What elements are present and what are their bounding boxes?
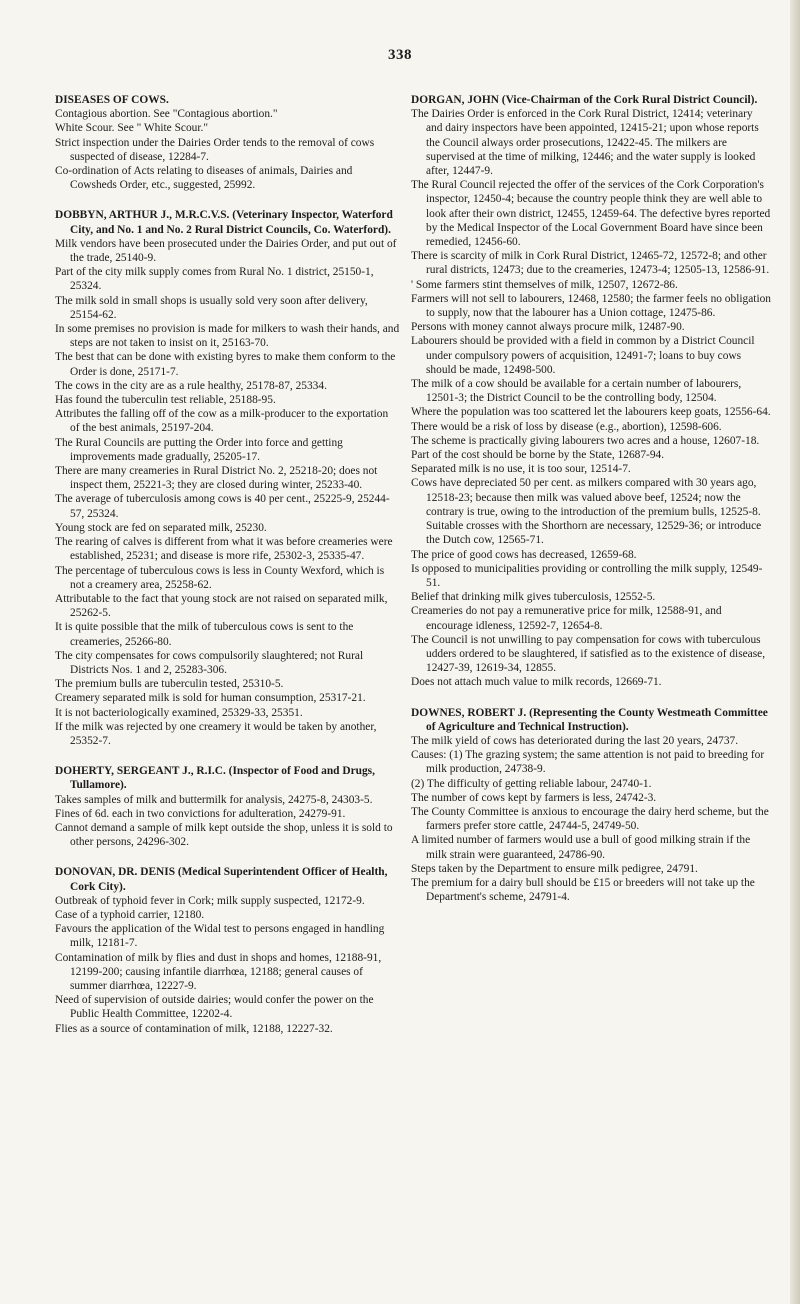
entry-lines — [411, 107, 771, 689]
entry-line: Cows have depreciated 50 per cent. as milkers compared with 30 years ago, 12518-23; because then milk was valued above beef, 12524; now the contrary is true, owing to the introduction of the premium bulls, 12525-8. Suitable crosses with the Shorthorn are necessary, 12529-36; or introduce the Dutch cow, 12565-71. — [411, 477, 762, 547]
entry-line: The percentage of tuberculous cows is less in County Wexford, which is not a creamery area, 25258-62. — [55, 564, 385, 591]
index-entry-donovan — [55, 865, 400, 1035]
entry-heading: DONOVAN, DR. DENIS (Medical Superintendent Officer of Health, Cork City). — [55, 866, 388, 893]
entry-line: There is scarcity of milk in Cork Rural District, 12465-72, 12572-8; and other rural districts, 12473; due to the creameries, 12473-4; 12505-13, 12586-91. — [411, 250, 770, 277]
page-edge — [790, 0, 800, 1304]
entry-line: Need of supervision of outside dairies; would confer the power on the Public Health Committee, 12202-4. — [55, 994, 374, 1021]
right-column — [411, 93, 771, 920]
entry-line: Contagious abortion. See "Contagious abortion." — [55, 108, 278, 121]
entry-lines — [411, 734, 771, 904]
entry-line: Attributes the falling off of the cow as a milk-producer to the exportation of the best animals, 25197-204. — [55, 408, 389, 435]
entry-line: Steps taken by the Department to ensure milk pedigree, 24791. — [411, 862, 698, 875]
entry-lines — [55, 894, 400, 1036]
entry-line: Causes: (1) The grazing system; the same attention is not paid to breeding for milk production, 24738-9. — [411, 749, 765, 776]
entry-line: White Scour. See " White Scour." — [55, 122, 209, 135]
entry-line: It is quite possible that the milk of tuberculous cows is sent to the creameries, 25266-80. — [55, 621, 354, 648]
entry-line: The milk sold in small shops is usually sold very soon after delivery, 25154-62. — [55, 294, 368, 321]
entry-line: Part of the city milk supply comes from Rural No. 1 district, 25150-1, 25324. — [55, 266, 374, 293]
index-entry-dorgan — [411, 93, 771, 690]
entry-line: Milk vendors have been prosecuted under the Dairies Order, and put out of the trade, 25140-9. — [55, 237, 397, 265]
entry-line: The Council is not unwilling to pay compensation for cows with tuberculous udders ordered to be slaughtered, if satisfied as to the existence of disease, 12427-39, 12619-34, 12855. — [411, 633, 766, 675]
entry-line: The County Committee is anxious to encourage the dairy herd scheme, but the farmers prefer store cattle, 24744-5, 24749-50. — [411, 805, 769, 833]
entry-line: Part of the cost should be borne by the State, 12687-94. — [411, 449, 665, 462]
entry-line: The Rural Council rejected the offer of the services of the Cork Corporation's inspector, 12450-4; because the country people think they are well able to look after their own district, 12455, 12459-64. The defective byres reported by the Medical Inspector of the Local Government Board have since been remedied, 12456-60. — [411, 179, 771, 249]
entry-line: Flies as a source of contamination of milk, 12188, 12227-32. — [55, 1022, 333, 1035]
entry-line: If the milk was rejected by one creamery it would be taken by another, 25352-7. — [55, 720, 377, 747]
entry-heading: DOWNES, ROBERT J. (Representing the County Westmeath Committee of Agriculture and Technical Instruction). — [411, 706, 768, 733]
entry-line: Strict inspection under the Dairies Order tends to the removal of cows suspected of disease, 12284-7. — [55, 136, 375, 163]
entry-line: The milk of a cow should be available for a certain number of labourers, 12501-3; the District Council to be the controlling body, 12504. — [411, 378, 742, 405]
entry-line: Is opposed to municipalities providing or controlling the milk supply, 12549-51. — [411, 562, 763, 589]
entry-line: It is not bacteriologically examined, 25329-33, 25351. — [55, 706, 303, 719]
entry-line: The price of good cows has decreased, 12659-68. — [411, 548, 637, 561]
index-entry-downes — [411, 706, 771, 905]
entry-line: Fines of 6d. each in two convictions for adulteration, 24279-91. — [55, 807, 346, 820]
entry-line: The city compensates for cows compulsorily slaughtered; not Rural Districts Nos. 1 and 2, 25283-306. — [55, 649, 364, 676]
entry-line: There would be a risk of loss by disease (e.g., abortion), 12598-606. — [411, 420, 722, 433]
page-number: 338 — [388, 47, 412, 63]
entry-line: In some premises no provision is made for milkers to wash their hands, and steps are not taken to insist on it, 25163-70. — [55, 323, 400, 350]
left-column — [55, 93, 400, 1052]
index-entry-doherty — [55, 764, 400, 849]
entry-line: The Dairies Order is enforced in the Cork Rural District, 12414; veterinary and dairy inspectors have been appointed, 12415-21; upon whose reports the Council always order prosecutions, 12422-45. The milkers are supervised at the time of milking, 12446; and the water supply is looked after, 12447-9. — [411, 108, 759, 178]
entry-line: Case of a typhoid carrier, 12180. — [55, 908, 205, 921]
entry-line: Creameries do not pay a remunerative price for milk, 12588-91, and encourage idleness, 12592-7, 12654-8. — [411, 605, 722, 632]
entry-lines — [55, 793, 400, 850]
entry-line: Labourers should be provided with a field in common by a District Council under compulsory powers of acquisition, 12491-7; loans to buy cows should be made, 12498-500. — [411, 335, 755, 376]
entry-line: Attributable to the fact that young stock are not raised on separated milk, 25262-5. — [55, 592, 388, 620]
entry-line: Contamination of milk by flies and dust in shops and homes, 12188-91, 12199-200; causing infantile diarrhœa, 12188; general causes of summer diarrhœa, 12227-9. — [55, 951, 382, 992]
entry-line: Farmers will not sell to labourers, 12468, 12580; the farmer feels no obligation to supply, now that the labourer has a Union cottage, 12475-86. — [411, 292, 771, 320]
entry-line: Has found the tuberculin test reliable, 25188-95. — [55, 394, 276, 407]
entry-line: The scheme is practically giving labourers two acres and a house, 12607-18. — [411, 434, 760, 447]
entry-line: Belief that drinking milk gives tuberculosis, 12552-5. — [411, 591, 656, 604]
entry-line: The cows in the city are as a rule healthy, 25178-87, 25334. — [55, 379, 327, 392]
entry-line: The premium for a dairy bull should be £15 or breeders will not take up the Department's scheme, 24791-4. — [411, 876, 755, 904]
entry-line: The rearing of calves is different from what it was before creameries were established, 25231; and disease is more rife, 25302-3, 25335-47. — [55, 536, 393, 563]
entry-line: Separated milk is no use, it is too sour, 12514-7. — [411, 463, 631, 476]
entry-line: The milk yield of cows has deteriorated during the last 20 years, 24737. — [411, 734, 739, 747]
entry-line: Does not attach much value to milk records, 12669-71. — [411, 676, 662, 689]
entry-line: Cannot demand a sample of milk kept outside the shop, unless it is sold to other persons, 24296-302. — [55, 821, 393, 849]
entry-line: Persons with money cannot always procure milk, 12487-90. — [411, 321, 685, 334]
entry-line: Outbreak of typhoid fever in Cork; milk supply suspected, 12172-9. — [55, 894, 365, 907]
entry-line: Where the population was too scattered let the labourers keep goats, 12556-64. — [411, 406, 771, 419]
entry-line: There are many creameries in Rural District No. 2, 25218-20; does not inspect them, 25221-3; they are closed during winter, 25233-40. — [55, 465, 378, 492]
entry-line: The premium bulls are tuberculin tested, 25310-5. — [55, 678, 284, 691]
index-entry-diseases-of-cows — [55, 93, 400, 192]
entry-heading: DOHERTY, SERGEANT J., R.I.C. (Inspector of Food and Drugs, Tullamore). — [55, 765, 375, 792]
entry-line: Favours the application of the Widal test to persons engaged in handling milk, 12181-7. — [55, 923, 385, 950]
entry-heading: DORGAN, JOHN (Vice-Chairman of the Cork Rural District Council). — [411, 94, 758, 106]
entry-line: A limited number of farmers would use a bull of good milking strain if the milk strain were guaranteed, 24786-90. — [411, 834, 751, 861]
entry-line: The best that can be done with existing byres to make them conform to the Order is done, 25171-7. — [55, 351, 396, 378]
entry-line: Co-ordination of Acts relating to diseases of animals, Dairies and Cowsheds Order, etc., suggested, 25992. — [55, 165, 353, 192]
entry-line: The number of cows kept by farmers is less, 24742-3. — [411, 791, 657, 804]
entry-lines — [55, 237, 400, 748]
entry-line: ' Some farmers stint themselves of milk, 12507, 12672-86. — [411, 278, 678, 291]
entry-heading: DOBBYN, ARTHUR J., M.R.C.V.S. (Veterinary Inspector, Waterford City, and No. 1 and No. 2 Rural District Councils, Co. Waterford). — [55, 209, 393, 236]
entry-lines — [55, 107, 400, 192]
entry-line: Creamery separated milk is sold for human consumption, 25317-21. — [55, 692, 366, 705]
entry-line: The average of tuberculosis among cows is 40 per cent., 25225-9, 25244-57, 25324. — [55, 493, 390, 520]
entry-line: Young stock are fed on separated milk, 25230. — [55, 521, 267, 534]
entry-line: The Rural Councils are putting the Order into force and getting improvements made gradually, 25205-17. — [55, 436, 343, 463]
entry-heading: DISEASES OF COWS. — [55, 94, 169, 106]
index-entry-dobbyn — [55, 208, 400, 748]
entry-line: (2) The difficulty of getting reliable labour, 24740-1. — [411, 777, 652, 790]
entry-line: Takes samples of milk and buttermilk for analysis, 24275-8, 24303-5. — [55, 793, 373, 806]
